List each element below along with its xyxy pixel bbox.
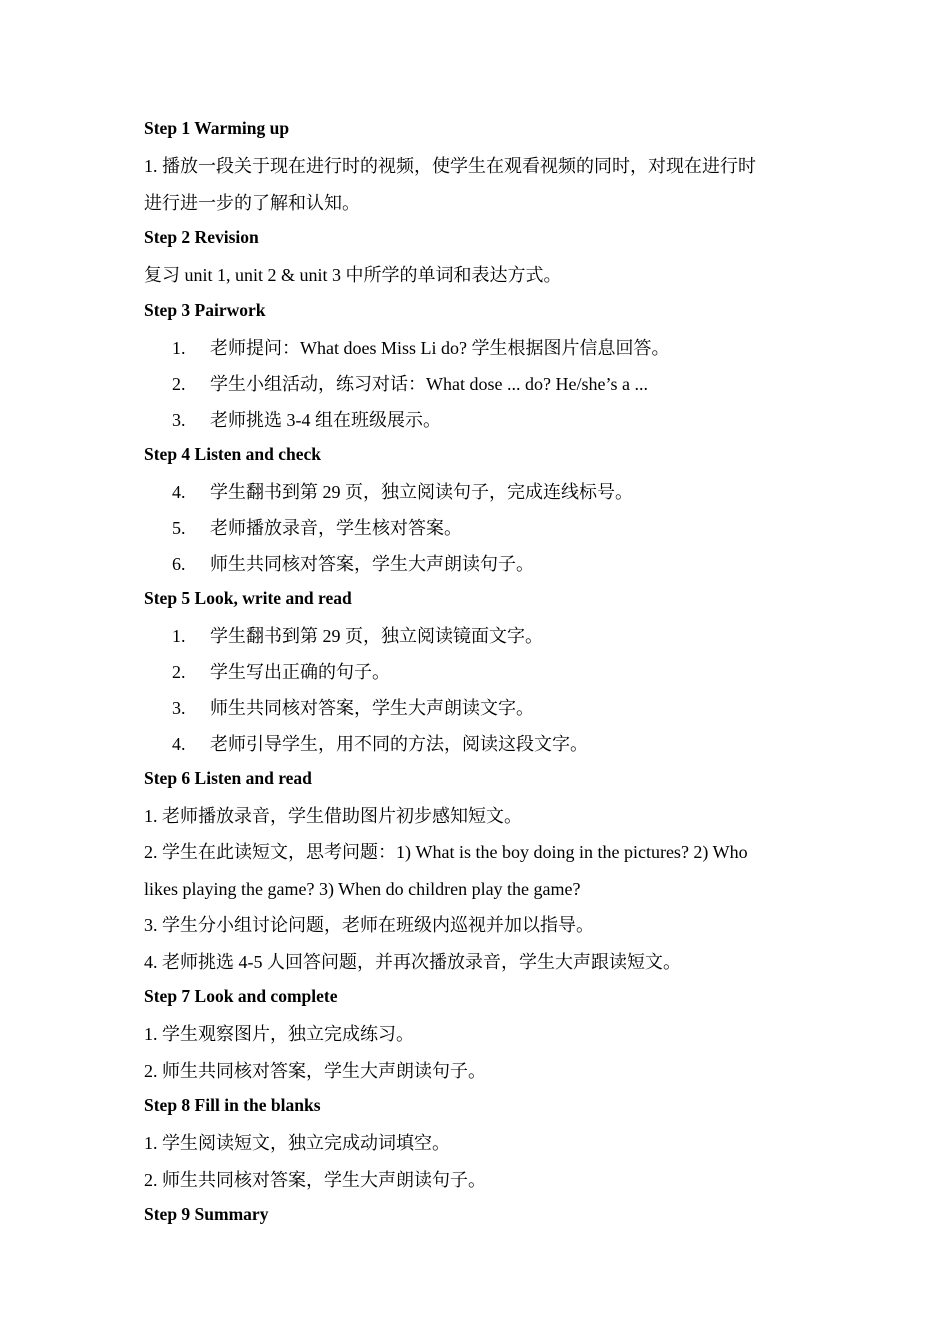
list-item — [144, 510, 814, 546]
list-item — [144, 366, 814, 402]
paragraph-line: 2. 学生在此读短文，思考问题：1) What is the boy doing in the pictures? 2) Who — [144, 842, 748, 862]
list-text: 学生翻书到第 29 页，独立阅读镜面文字。 — [210, 625, 543, 646]
paragraph-line: 复习 unit 1, unit 2 & unit 3 中所学的单词和表达方式。 — [144, 265, 562, 285]
paragraph-line: 2. 师生共同核对答案，学生大声朗读句子。 — [144, 1169, 486, 1190]
list-text: 师生共同核对答案，学生大声朗读文字。 — [210, 697, 534, 718]
list-item — [144, 402, 814, 438]
list-item — [144, 654, 814, 690]
list-number: 6. — [172, 553, 186, 574]
list-text: 老师提问：What does Miss Li do? 学生根据图片信息回答。 — [210, 337, 670, 358]
list-number: 2. — [172, 661, 186, 682]
step-heading: Step 2 Revision — [144, 227, 259, 247]
list-item — [144, 474, 814, 510]
step-heading: Step 1 Warming up — [144, 118, 290, 138]
step-paragraph — [144, 1125, 814, 1198]
list-item — [144, 618, 814, 654]
paragraph-line: likes playing the game? 3) When do children play the game? — [144, 878, 581, 899]
list-number: 3. — [172, 409, 186, 430]
paragraph-line: 1. 播放一段关于现在进行时的视频，使学生在观看视频的同时，对现在进行时 — [144, 156, 756, 176]
paragraph-line: 2. 师生共同核对答案，学生大声朗读句子。 — [144, 1060, 486, 1081]
list-number: 4. — [172, 733, 186, 754]
lesson-steps — [144, 112, 814, 1234]
list-number: 1. — [172, 625, 186, 646]
step-heading: Step 9 Summary — [144, 1204, 269, 1224]
list-text: 师生共同核对答案，学生大声朗读句子。 — [210, 553, 534, 574]
list-text: 老师挑选 3-4 组在班级展示。 — [210, 409, 441, 430]
list-item — [144, 330, 814, 366]
step-paragraph — [144, 798, 814, 981]
paragraph-line: 3. 学生分小组讨论问题，老师在班级内巡视并加以指导。 — [144, 915, 594, 935]
step-heading: Step 8 Fill in the blanks — [144, 1095, 321, 1115]
step-heading: Step 7 Look and complete — [144, 986, 338, 1006]
step-heading: Step 3 Pairwork — [144, 299, 266, 320]
step-paragraph — [144, 257, 814, 294]
paragraph-line: 进行进一步的了解和认知。 — [144, 192, 360, 213]
list-item — [144, 726, 814, 762]
list-number: 3. — [172, 697, 186, 718]
step-heading: Step 6 Listen and read — [144, 767, 312, 788]
list-number: 4. — [172, 481, 186, 502]
paragraph-line: 1. 学生阅读短文，独立完成动词填空。 — [144, 1133, 450, 1153]
list-text: 老师引导学生，用不同的方法，阅读这段文字。 — [210, 733, 588, 754]
list-number: 2. — [172, 373, 186, 394]
list-text: 学生翻书到第 29 页，独立阅读句子，完成连线标号。 — [210, 481, 633, 502]
paragraph-line: 1. 老师播放录音，学生借助图片初步感知短文。 — [144, 805, 522, 826]
list-number: 5. — [172, 517, 186, 538]
list-text: 学生写出正确的句子。 — [210, 661, 390, 682]
list-item — [144, 690, 814, 726]
list-text: 学生小组活动，练习对话：What dose ... do? He/she’s a ... — [210, 373, 648, 394]
step-heading: Step 4 Listen and check — [144, 443, 321, 464]
list-number: 1. — [172, 337, 186, 358]
paragraph-line: 1. 学生观察图片，独立完成练习。 — [144, 1024, 414, 1044]
step-heading: Step 5 Look, write and read — [144, 587, 352, 608]
step-paragraph — [144, 1016, 814, 1089]
paragraph-line: 4. 老师挑选 4-5 人回答问题，并再次播放录音，学生大声跟读短文。 — [144, 951, 681, 972]
step-paragraph — [144, 148, 814, 221]
list-item — [144, 546, 814, 582]
list-text: 老师播放录音，学生核对答案。 — [210, 517, 462, 538]
